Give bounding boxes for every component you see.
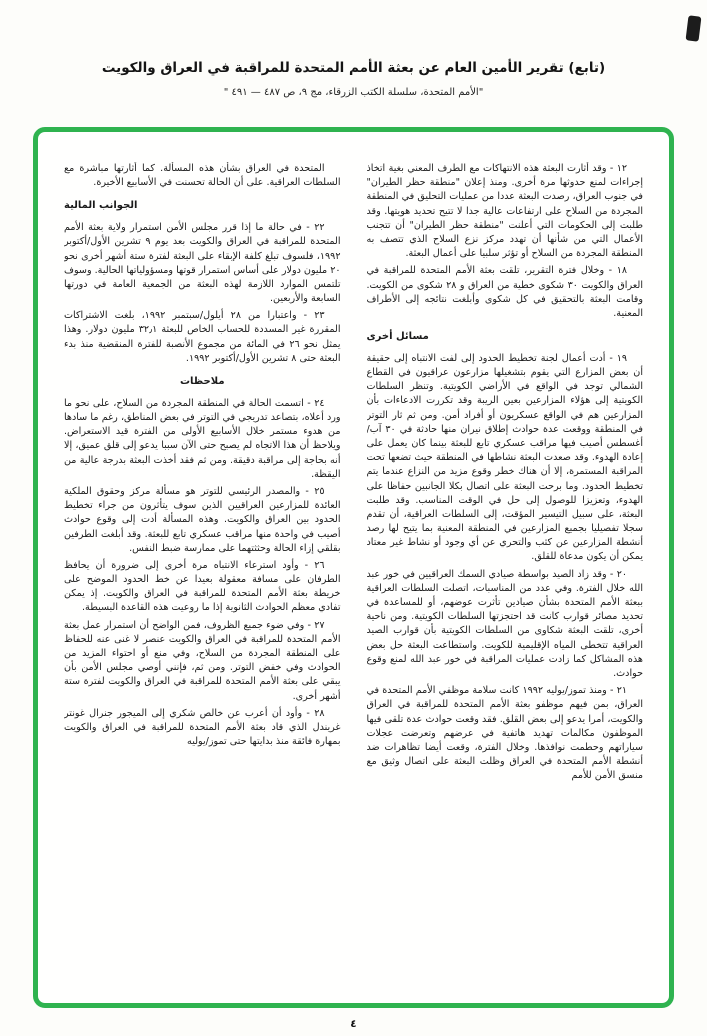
- paragraph: ٢٥ - والمصدر الرئيسي للتوتر هو مسألة مركز وحقوق الملكية العائدة للمزارعين العراقيين الذين سوف يتأثرون من جراء تخطيط الحدود بين العراق والكويت. وهذه المسألة أدت إلى وقوع حوادث أصيب في واحدة منها مراقب عسكري تابع للبعثة. وقد أبلغت الطرفين بقلقي إزاء الحالة وحثثتهما على ممارسة ضبط النفس.: [64, 485, 341, 554]
- paragraph: ١٨ - وخلال فترة التقرير، تلقت بعثة الأمم المتحدة للمراقبة في العراق والكويت ٣٠ شكوى خطية من العراق و ٢٨ شكوى من الكويت. وقامت البعثة بالتحقيق في كل شكوى وأبلغت نتائجه إلى الأطراف المعنية.: [366, 265, 643, 319]
- page-number: ٤: [350, 1018, 357, 1030]
- column-right: [367, 162, 644, 983]
- paragraph: ٢٧ - وفي ضوء جميع الظروف، فمن الواضح أن استمرار عمل بعثة الأمم المتحدة للمراقبة في العراق والكويت عنصر لا غنى عنه للحفاظ على المنطقة المجردة من السلاح، وفي منع أو احتواء المزيد من الحوادث وفي خفض التوتر. ومن ثم، فإنني أوصي مجلس الأمن بأن يبقي على بعثة الأمم المتحدة للمراقبة في العراق والكويت لفترة ستة أشهر أخرى.: [64, 619, 341, 702]
- paragraph: ٢٢ - في حالة ما إذا قرر مجلس الأمن استمرار ولاية بعثة الأمم المتحدة للمراقبة في العراق والكويت بعد يوم ٩ تشرين الأول/أكتوبر ١٩٩٢، فلسوف تبلغ كلفة الإبقاء على البعثة لفترة ستة أشهر أخرى نحو ٢٠ مليون دولار على أساس استمرار قوتها ومسؤولياتها الحالية. وسوف تلتمس الموارد اللازمة لهذه البعثة من الجمعية العامة في دورتها السابعة والأربعين.: [64, 222, 341, 305]
- section-heading: الجوانب المالية: [64, 200, 138, 212]
- paragraph: ٢٣ - واعتبارا من ٢٨ أيلول/سبتمبر ١٩٩٢، بلغت الاشتراكات المقررة غير المسددة للحساب الخاص للبعثة ٣٢٫١ مليون دولار. وهذا يمثل نحو ٢٦ في المائة من مجموع الأنصبة للفترة المنقضية منذ بدء البعثة حتى ٨ تشرين الأول/أكتوبر ١٩٩٢.: [64, 310, 341, 364]
- document-source-line: "الأمم المتحدة، سلسلة الكتب الزرقاء، مج ٩، ص ٤٨٧ — ٤٩١ ": [223, 87, 484, 98]
- paragraph: ٢٦ - وأود استرعاء الانتباه مرة أخرى إلى ضرورة أن يحافظ الطرفان على مسافة معقولة بعيدا عن خط الحدود الموضح على خريطة بعثة الأمم المتحدة للمراقبة في العراق والكويت. إذ يمكن تفادي معظم الحوادث الثانوية إذا ما روعيت هذه القاعدة البسيطة.: [64, 559, 341, 614]
- document-header: [30, 60, 677, 98]
- paragraph: ٢١ - ومنذ تموز/يوليه ١٩٩٢ كانت سلامة موظفي الأمم المتحدة في العراق، بمن فيهم موظفو بعثة الأمم المتحدة للمراقبة في العراق والكويت، أمرا يدعو إلى بعض القلق. فقد وقعت حوادث عدة تلقى فيها الموظفون مكالمات تهديد هاتفية في عرضهم وتعرضت عجلات سياراتهم وحطمت نوافذها. وخلال الفترة، وقعت أيضا تظاهرات ضد أنشطة الأمم المتحدة في العراق وظلت البعثة على اتصال وثيق مع منسق الأمن للأمم: [366, 685, 643, 782]
- scan-mark: [686, 15, 702, 41]
- section-heading: مسائل أخرى: [366, 331, 429, 343]
- section-heading: ملاحظات: [179, 376, 225, 388]
- content-frame: [33, 127, 674, 1008]
- paragraph: المتحدة في العراق بشأن هذه المسألة. كما أثارتها مباشرة مع السلطات العراقية. على أن الحالة تحسنت في الأسابيع الأخيرة.: [64, 163, 341, 189]
- paragraph: ٢٨ - وأود أن أعرب عن خالص شكري إلى الميجور جنرال غونتر غريندل الذي قاد بعثة الأمم المتحدة للمراقبة في العراق والكويت بمهارة فائقة منذ بدايتها حتى تموز/يوليه: [64, 707, 341, 748]
- text-columns: [64, 162, 643, 983]
- paragraph: ١٢ - وقد أثارت البعثة هذه الانتهاكات مع الطرف المعني بغية اتخاذ إجراءات لمنع حدوثها مرة أخرى. ومنذ إعلان "منطقة حظر الطيران" في جنوب العراق، رصدت البعثة عددا من عمليات التحليق في المنطقة المجردة من السلاح على ارتفاعات عالية جدا لا تتيح تحديد هويتها. وقد طلبت إلى الحكومات التي أعلنت "منطقة حظر الطيران" أن تتجنب الأعمال التي من شأنها أن تهدد مركز نزع السلاح الذي تتصف به المنطقة المجردة من السلاح أو تؤثر سلبيا على أعمال البعثة.: [366, 163, 643, 260]
- paragraph: ١٩ - أدت أعمال لجنة تخطيط الحدود إلى لفت الانتباه إلى حقيقة أن بعض المزارع التي يقوم بتشغيلها مزارعون عراقيون في القطاع الشمالي توجد في الواقع في الأراضي الكويتية. وتنظر السلطات الكويتية إلى هؤلاء المزارعين بعين الريبة وقد تكررت الادعاءات بأن المزارعين هم في الواقع عسكريون أو أفراد أمن. ومن ثم ثار التوتر في المنطقة ووقعت عدة حوادث إطلاق نيران منها حادثة في ٣٠ آب/أغسطس أصيب فيها مراقب عسكري تابع للبعثة بينما كان يعمل على إعادة الهدوء. وقد صعدت البعثة نشاطها في المنطقة حيث تضعها تحت المراقبة المستمرة، إلا أن هناك خطر وقوع مزيد من النزاع عندما يتم تخطيط الحدود. وما برحت البعثة على اتصال بكلا الجانبين حفاظا على الهدوء، وتعزيزا للوصول إلى حل في الوقت المناسب. وقد طلبت البعثة، على سبيل التيسير المؤقت، إلى السلطات العراقية، أن تقدم سجلا تفصيليا بجميع المزارعين في المنطقة المعنية بما يتيح لها رصد أنشطة المزارعين عن كثب والتحري عن أي وجود أو نشاط غير معتاد يمكن أن يكون مدعاة للقلق.: [366, 352, 643, 563]
- paragraph: ٢٤ - اتسمت الحالة في المنطقة المجردة من السلاح، على نحو ما ورد أعلاه، بتصاعد تدريجي في التوتر في بعض المناطق، رغم ما سادها من هدوء مستمر خلال الأسابيع الأولى من الفترة قيد الاستعراض. ويلاحظ أن هذا الاتجاه لم يصبح حتى الآن سببا يدعو إلى قلق عميق، إلا أنه بحاجة إلى مراقبة دقيقة. ومن ثم فقد أخذت البعثة بدرجة عالية من اليقظة.: [64, 397, 341, 480]
- column-left: [64, 162, 341, 983]
- page-title: (تابع) تقرير الأمين العام عن بعثة الأمم المتحدة للمراقبة في العراق والكويت: [101, 60, 606, 76]
- paragraph: ٢٠ - وقد زاد الصيد بواسطة صيادي السمك العراقيين في خور عبد الله خلال الفترة. وفي عدد من المناسبات، اتصلت السلطات العراقية ببعثة الأمم المتحدة بشأن صيادين تأثرت عوضهم، أو للمساعدة في تحديد مصائر قوارب كانت قد احتجزتها السلطات الكويتية. ومن ناحية أخرى، تلقت البعثة شكاوى من السلطات الكويتية بأن قوارب الصيد العراقية تتخطى المياه الإقليمية للكويت. واستطاعت البعثة حل بعض هذه المشاكل كما زادت عمليات المراقبة في خور عبد الله لمنع وقوع حوادث.: [366, 568, 643, 679]
